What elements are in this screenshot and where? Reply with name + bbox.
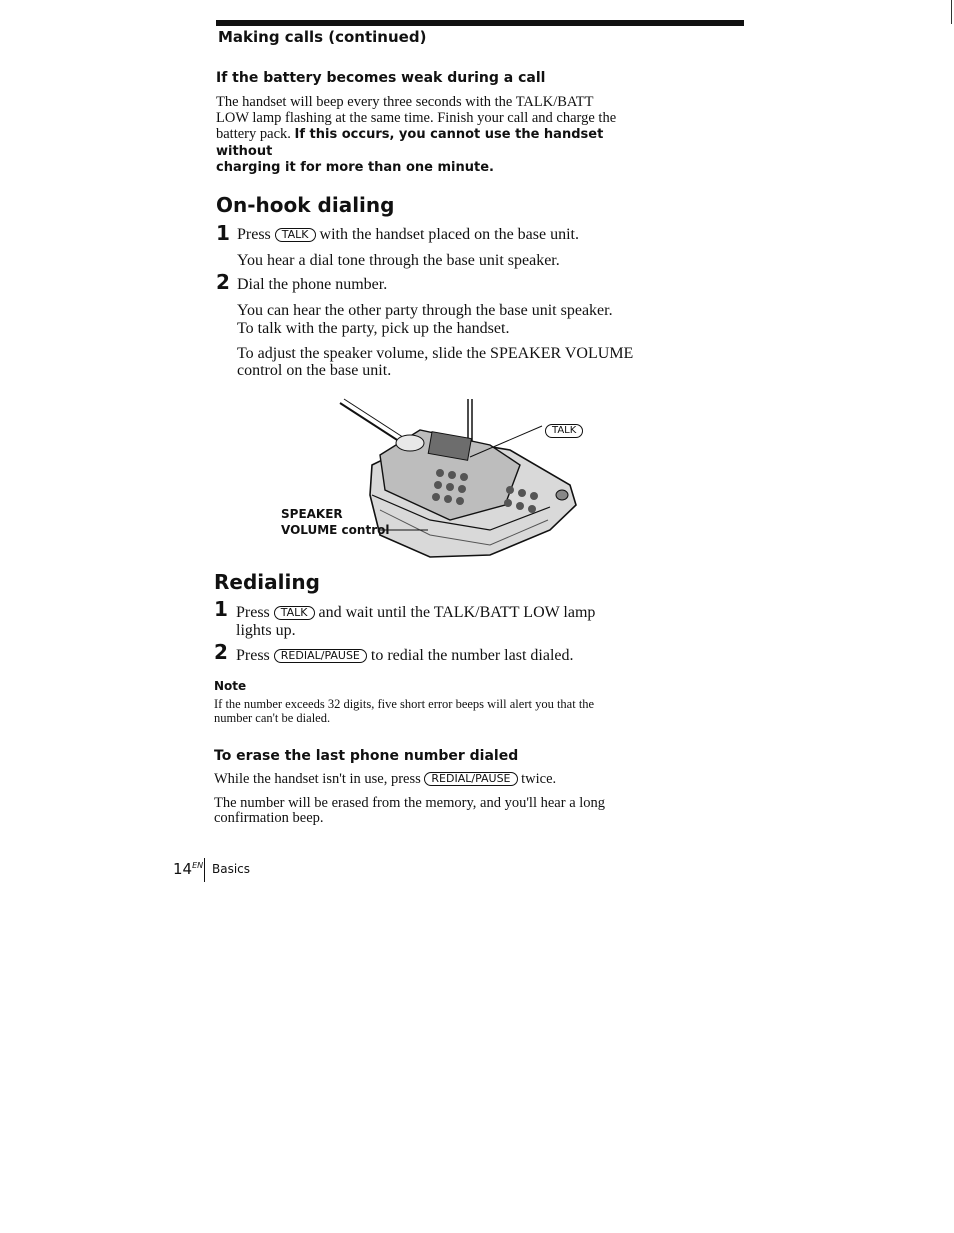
erase-line-1-pre: While the handset isn't in use, press bbox=[214, 771, 425, 787]
figure-talk-key: TALK bbox=[545, 424, 583, 438]
onhook-heading: On-hook dialing bbox=[216, 193, 395, 217]
battery-line-2: LOW lamp flashing at the same time. Finish your call and charge the bbox=[216, 110, 617, 126]
redial-step-2-text bbox=[236, 647, 574, 665]
redial-pause-key: REDIAL/PAUSE bbox=[274, 649, 367, 663]
battery-line-1: The handset will beep every three seconds with the TALK/BATT bbox=[216, 94, 594, 110]
adjust-line-1: To adjust the speaker volume, slide the SPEAKER VOLUME bbox=[237, 345, 634, 362]
redial-step-2-pre: Press bbox=[236, 647, 274, 664]
battery-paragraph bbox=[216, 94, 656, 176]
footer-divider bbox=[204, 858, 205, 882]
onhook-step-1-pre: Press bbox=[237, 226, 275, 243]
speaker-label-2: VOLUME control bbox=[281, 523, 390, 537]
onhook-step-1-post: with the handset placed on the base unit. bbox=[315, 226, 579, 243]
redialing-heading: Redialing bbox=[214, 570, 320, 594]
erase-line-3: confirmation beep. bbox=[214, 810, 324, 826]
speaker-volume-label bbox=[281, 506, 389, 538]
erase-line-2: The number will be erased from the memory, and you'll hear a long bbox=[214, 795, 606, 811]
redial-step-1-number: 1 bbox=[214, 597, 228, 621]
erase-heading: To erase the last phone number dialed bbox=[214, 748, 519, 764]
battery-line-3 bbox=[216, 126, 656, 160]
battery-line-3-normal: battery pack. bbox=[216, 126, 295, 142]
redial-step-1-text bbox=[236, 604, 595, 622]
page-number-value: 14 bbox=[173, 860, 193, 878]
note-label: Note bbox=[214, 679, 247, 693]
redial-pause-key-erase: REDIAL/PAUSE bbox=[424, 772, 517, 786]
talk-key: TALK bbox=[275, 228, 316, 242]
page-number-sup: EN bbox=[192, 861, 204, 870]
talk-key-redial: TALK bbox=[274, 606, 315, 620]
onhook-step-1-text bbox=[237, 226, 579, 244]
footer-section: Basics bbox=[212, 862, 251, 876]
redial-step-2-number: 2 bbox=[214, 640, 228, 664]
page-number bbox=[173, 860, 203, 878]
handset-lamp bbox=[396, 435, 424, 451]
note-line-2: number can't be dialed. bbox=[214, 711, 331, 725]
onhook-step-2-sub-1: You can hear the other party through the base unit speaker. bbox=[237, 302, 613, 319]
adjust-line-2: control on the base unit. bbox=[237, 362, 392, 379]
section-title: Making calls (continued) bbox=[218, 28, 427, 46]
header-rule bbox=[216, 20, 744, 26]
onhook-step-2-sub-2: To talk with the party, pick up the handset. bbox=[237, 320, 510, 337]
figure-talk-label bbox=[545, 421, 583, 439]
onhook-step-1-number: 1 bbox=[216, 221, 230, 245]
onhook-step-2-number: 2 bbox=[216, 270, 230, 294]
onhook-step-2-text: Dial the phone number. bbox=[237, 276, 388, 293]
onhook-step-1-sub: You hear a dial tone through the base unit speaker. bbox=[237, 252, 560, 269]
redial-step-1-pre: Press bbox=[236, 604, 274, 621]
scan-edge-mark bbox=[951, 0, 952, 24]
speaker-label-1: SPEAKER bbox=[281, 507, 343, 521]
battery-warning: If this occurs, you cannot use the handset without bbox=[216, 127, 604, 159]
redial-step-2-post: to redial the number last dialed. bbox=[366, 647, 574, 664]
note-line-1: If the number exceeds 32 digits, five short error beeps will alert you that the bbox=[214, 697, 595, 711]
erase-line-1-post: twice. bbox=[517, 771, 557, 787]
erase-line-1 bbox=[214, 771, 556, 788]
battery-heading: If the battery becomes weak during a call bbox=[216, 70, 546, 86]
redial-step-1-post: and wait until the TALK/BATT LOW lamp bbox=[314, 604, 596, 621]
battery-warning-cont: charging it for more than one minute. bbox=[216, 160, 494, 175]
redial-step-1-line-2: lights up. bbox=[236, 622, 296, 639]
